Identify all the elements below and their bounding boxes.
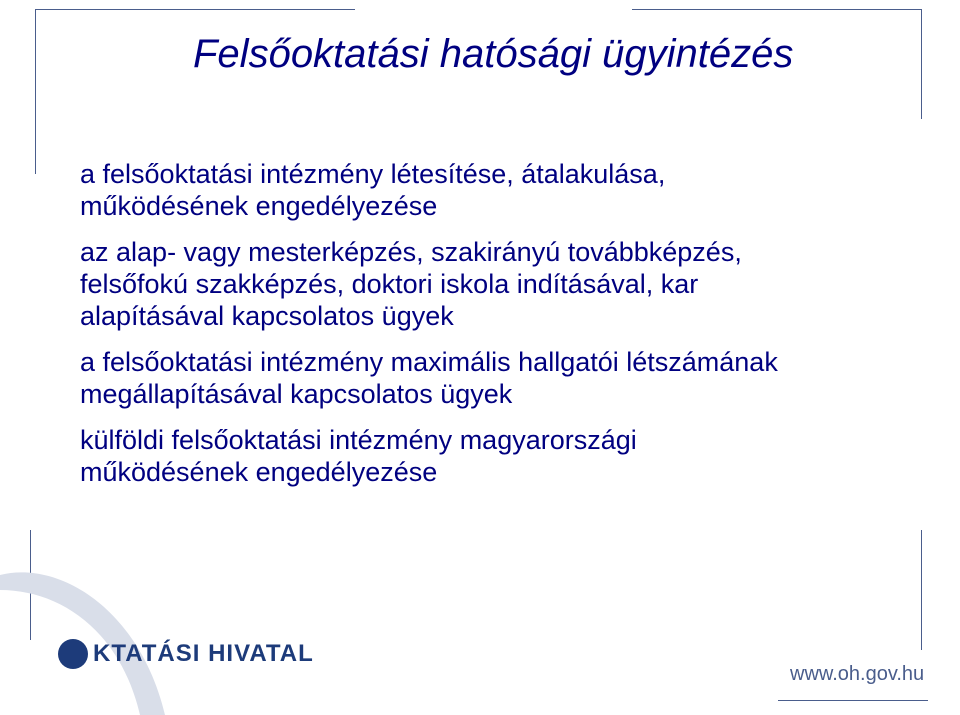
bullet-list bbox=[80, 158, 940, 502]
frame-line-top-left bbox=[35, 9, 355, 10]
frame-line-left-top bbox=[35, 9, 36, 174]
list-item-line: felsőfokú szakképzés, doktori iskola indításával, kar bbox=[80, 269, 699, 299]
frame-line-top-right bbox=[632, 9, 922, 10]
list-item-line: működésének engedélyezése bbox=[80, 191, 438, 221]
list-item bbox=[80, 424, 940, 488]
list-item bbox=[80, 236, 940, 332]
logo bbox=[58, 639, 314, 669]
list-item-line: alapításával kapcsolatos ügyek bbox=[80, 301, 454, 331]
slide-title: Felsőoktatási hatósági ügyintézés bbox=[193, 32, 794, 76]
list-item-line: külföldi felsőoktatási intézmény magyarországi bbox=[80, 425, 637, 455]
footer-url: www.oh.gov.hu bbox=[790, 663, 925, 685]
list-item bbox=[80, 158, 940, 222]
logo-swoosh-graphic bbox=[0, 520, 200, 715]
list-item-line: a felsőoktatási intézmény maximális hallgatói létszámának bbox=[80, 347, 778, 377]
frame-line-right-top bbox=[921, 9, 922, 119]
frame-line-right-bottom bbox=[921, 530, 922, 650]
list-item bbox=[80, 346, 940, 410]
list-item-line: működésének engedélyezése bbox=[80, 457, 438, 487]
list-item-line: a felsőoktatási intézmény létesítése, átalakulása, bbox=[80, 159, 666, 189]
frame-line-bottom-right bbox=[778, 700, 928, 701]
list-item-line: megállapításával kapcsolatos ügyek bbox=[80, 379, 513, 409]
logo-circle-icon bbox=[58, 639, 88, 669]
logo-text: KTATÁSI HIVATAL bbox=[93, 640, 314, 667]
list-item-line: az alap- vagy mesterképzés, szakirányú továbbképzés, bbox=[80, 237, 742, 267]
